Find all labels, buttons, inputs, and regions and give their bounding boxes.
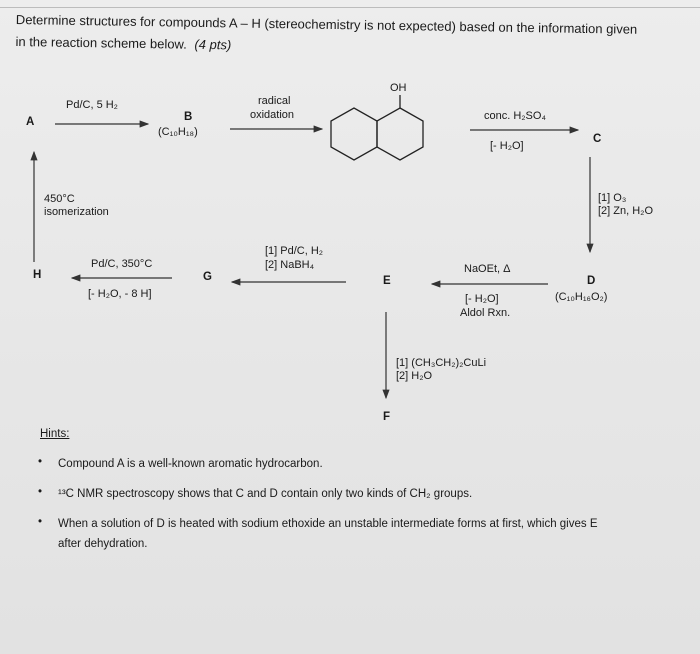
question-line-2-text: in the reaction scheme below. [15, 33, 187, 52]
compound-b-formula: (C₁₀H₁₈) [158, 126, 198, 138]
reagent-e-to-f-1: [1] (CH₃CH₂)₂CuLi [396, 357, 487, 369]
question-line-1: Determine structures for compounds A – H (stereochemistry is not expected) based on the information given [15, 12, 638, 37]
reagent-h-to-a-1: 450°C [44, 193, 75, 205]
reagent-g-to-h-1: Pd/C, 350°C [91, 258, 153, 270]
hint-item: Compound A is a well-known aromatic hydrocarbon. [58, 458, 323, 470]
compound-f: F [383, 411, 391, 423]
hint-item: When a solution of D is heated with sodium ethoxide an unstable intermediate forms at first, which gives E [58, 518, 598, 530]
hints-title: Hints: [40, 428, 70, 440]
decalol-structure [331, 95, 423, 160]
reagent-d-to-e-3: Aldol Rxn. [460, 307, 511, 319]
compound-d-formula: (C₁₀H₁₆O₂) [555, 291, 608, 303]
hydroxyl-label: OH [390, 82, 407, 94]
question-points: (4 pts) [194, 36, 232, 53]
reagent-alcohol-to-c-1: conc. H₂SO₄ [484, 110, 546, 122]
reagent-d-to-e-1: NaOEt, Δ [464, 263, 511, 275]
reagent-c-to-d-2: [2] Zn, H₂O [598, 205, 654, 217]
reagent-e-to-g-2: [2] NaBH₄ [265, 259, 315, 271]
reagent-b-to-alcohol-1: radical [258, 95, 291, 107]
hint-bullet: • [38, 516, 43, 528]
compound-d: D [587, 275, 596, 287]
reagent-e-to-f-2: [2] H₂O [396, 370, 433, 382]
hint-bullet: • [38, 456, 43, 468]
compound-g: G [203, 271, 212, 283]
compound-e: E [383, 275, 391, 287]
reagent-b-to-alcohol-2: oxidation [250, 109, 295, 121]
compound-h: H [33, 269, 42, 281]
reagent-g-to-h-2: [- H₂O, - 8 H] [88, 288, 152, 300]
hint-bullet: • [38, 486, 43, 498]
reagent-c-to-d-1: [1] O₃ [598, 192, 627, 204]
reagent-alcohol-to-c-2: [- H₂O] [490, 140, 524, 152]
compound-c: C [593, 133, 602, 145]
reagent-d-to-e-2: [- H₂O] [465, 293, 499, 305]
hint-item-continuation: after dehydration. [58, 538, 148, 550]
reagent-e-to-g-1: [1] Pd/C, H₂ [265, 245, 324, 257]
reagent-h-to-a-2: isomerization [44, 206, 109, 218]
hint-item: ¹³C NMR spectroscopy shows that C and D contain only two kinds of CH₂ groups. [58, 488, 473, 500]
compound-b: B [184, 111, 193, 123]
compound-a: A [26, 116, 35, 128]
reagent-a-to-b: Pd/C, 5 H₂ [66, 99, 118, 111]
